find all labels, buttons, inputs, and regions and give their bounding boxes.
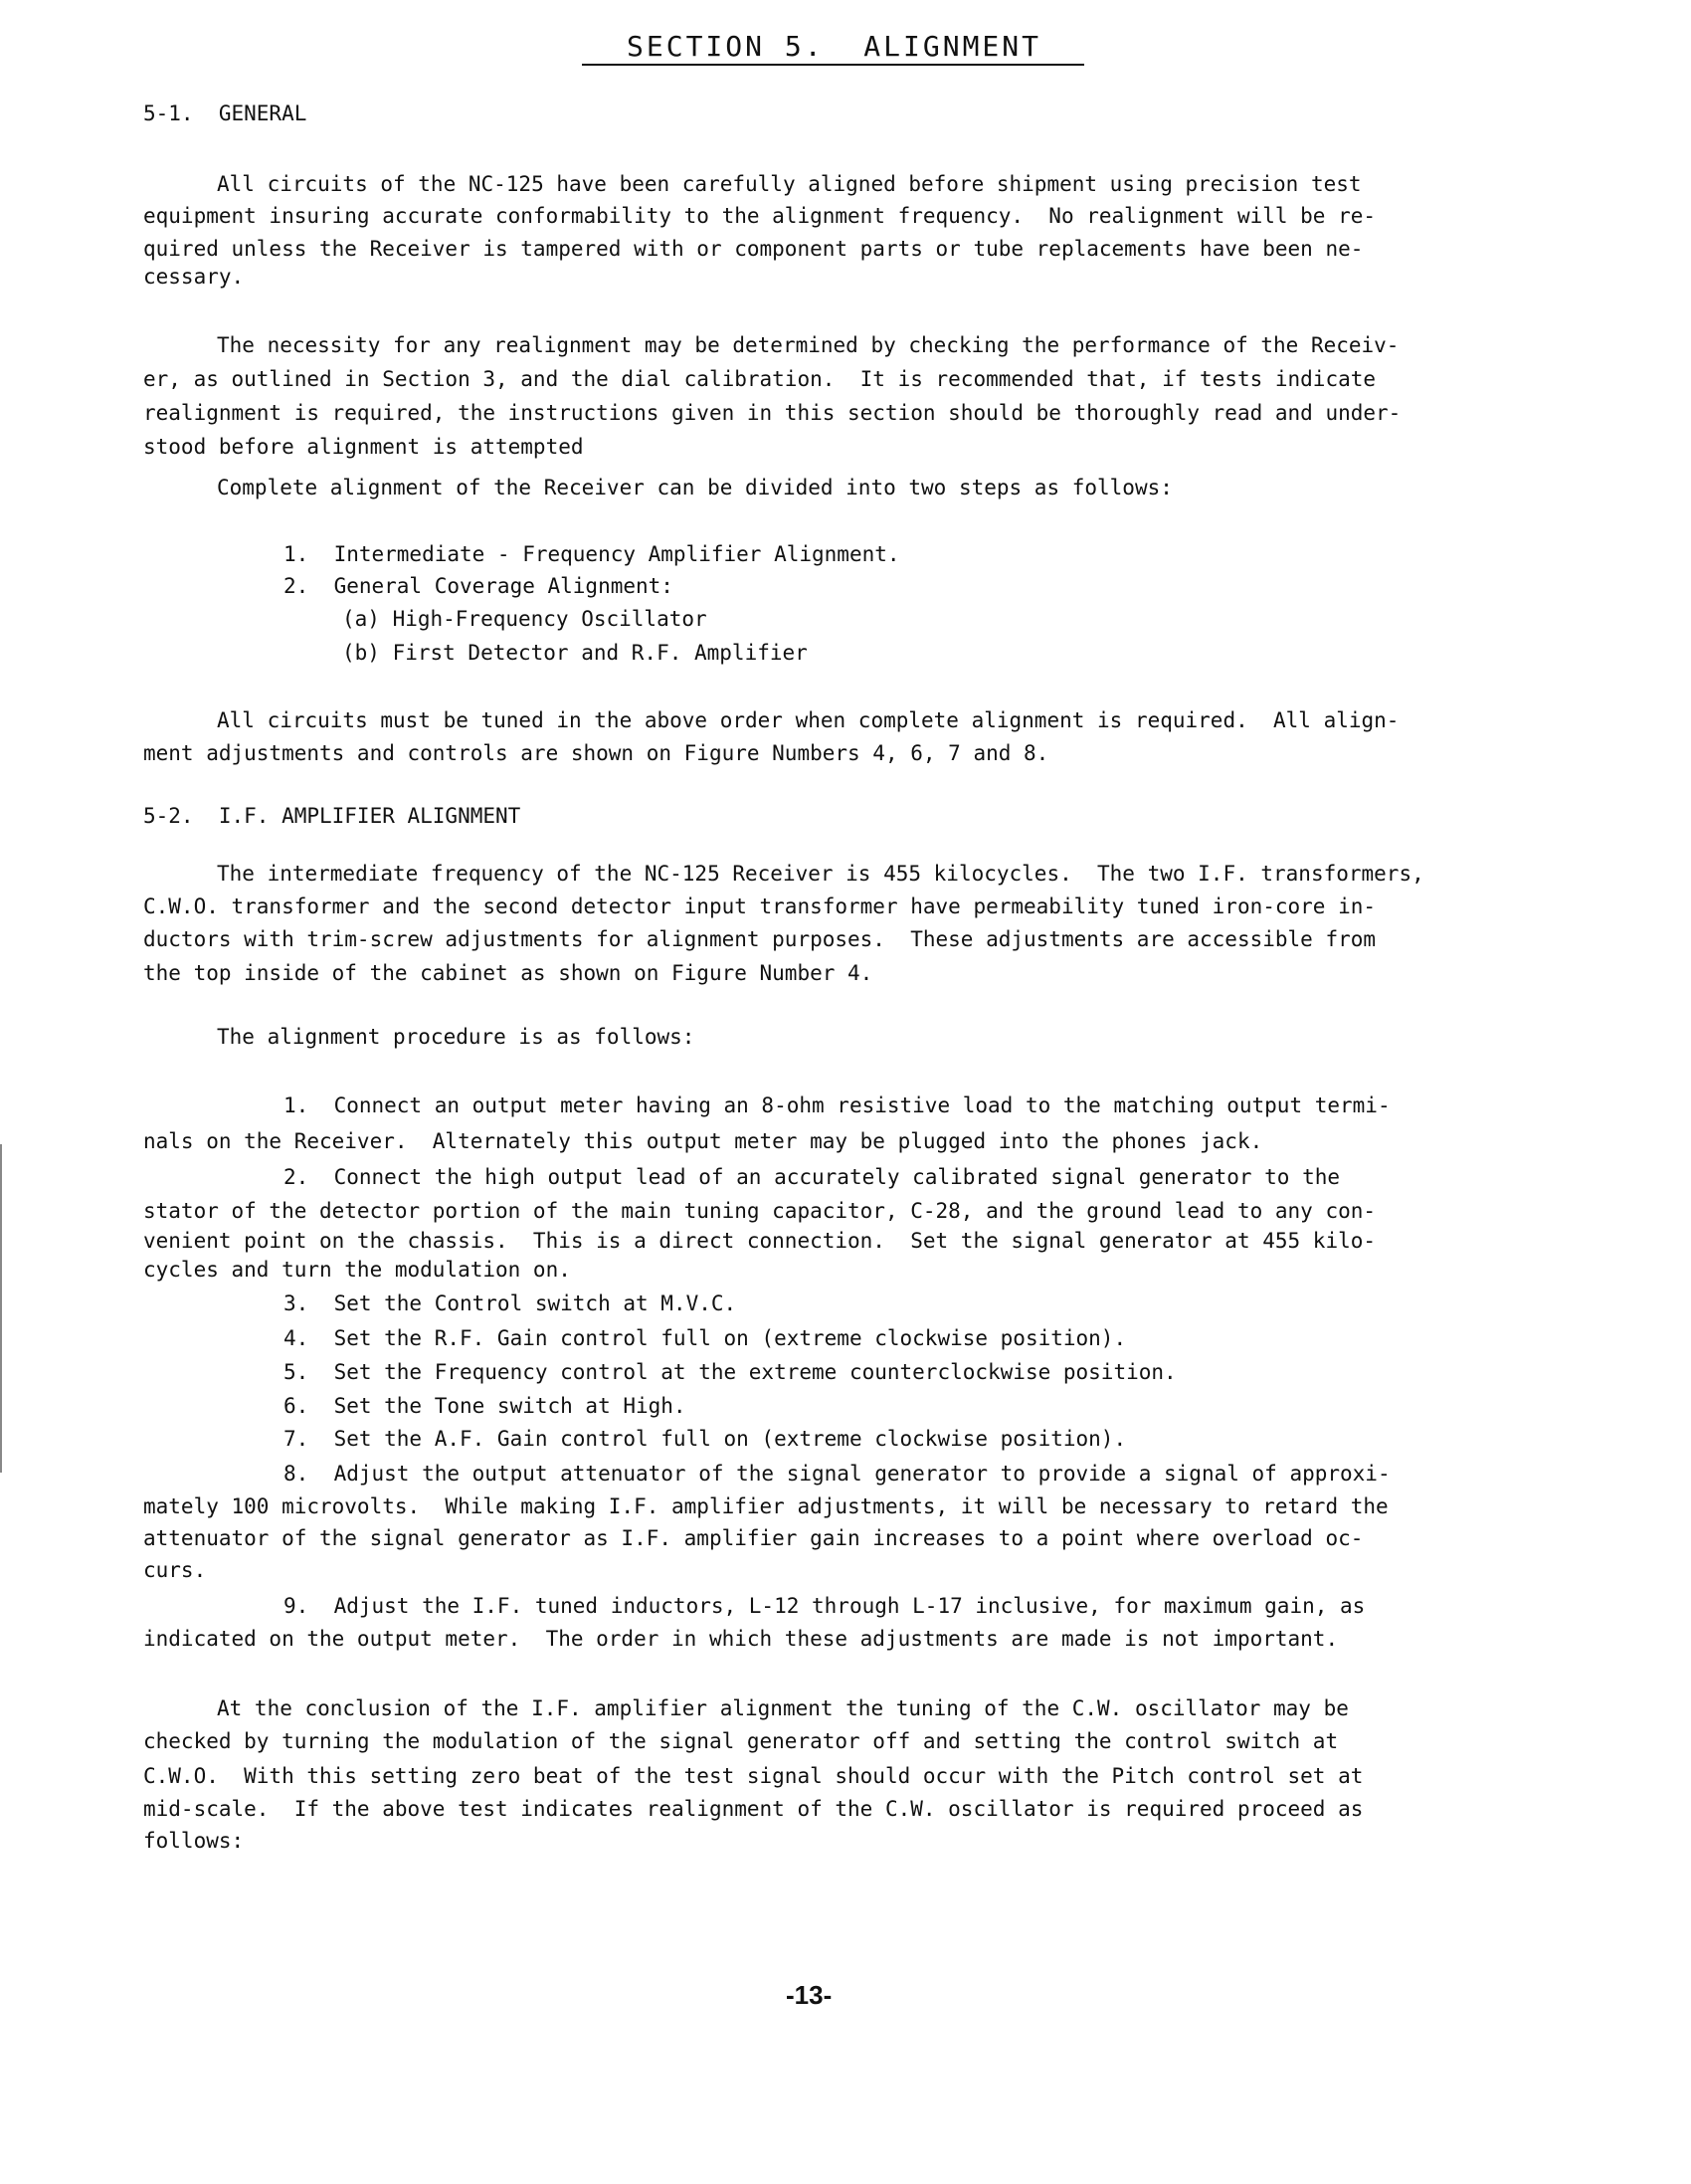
paragraph-line: The alignment procedure is as follows: — [217, 1025, 695, 1049]
paragraph-line: All circuits of the NC-125 have been carefully aligned before shipment using precision test — [217, 172, 1362, 196]
paragraph-line: the top inside of the cabinet as shown on Figure Number 4. — [143, 961, 873, 985]
paragraph-line: follows: — [143, 1829, 245, 1853]
list-item: (a) High-Frequency Oscillator — [342, 607, 707, 631]
paragraph-line: ductors with trim-screw adjustments for alignment purposes. These adjustments are accessible from — [143, 927, 1377, 951]
step-line: mately 100 microvolts. While making I.F. amplifier adjustments, it will be necessary to retard the — [143, 1494, 1389, 1518]
step-line: 5. Set the Frequency control at the extreme counterclockwise position. — [283, 1360, 1177, 1384]
paragraph-line: er, as outlined in Section 3, and the dial calibration. It is recommended that, if tests indicate — [143, 367, 1377, 391]
step-line: 9. Adjust the I.F. tuned inductors, L-12 through L-17 inclusive, for maximum gain, as — [283, 1594, 1366, 1618]
paragraph-line: C.W.O. transformer and the second detector input transformer have permeability tuned iron-core in- — [143, 894, 1377, 918]
paragraph-line: stood before alignment is attempted — [143, 435, 584, 459]
list-item: 1. Intermediate - Frequency Amplifier Alignment. — [283, 542, 900, 566]
step-line: 2. Connect the high output lead of an accurately calibrated signal generator to the — [283, 1165, 1341, 1189]
paragraph-line: checked by turning the modulation of the signal generator off and setting the control switch at — [143, 1729, 1339, 1753]
paragraph-line: All circuits must be tuned in the above order when complete alignment is required. All align- — [217, 708, 1400, 732]
scan-edge-line — [0, 1144, 2, 1473]
heading-general: 5-1. GENERAL — [143, 101, 307, 125]
paragraph-line: At the conclusion of the I.F. amplifier alignment the tuning of the C.W. oscillator may be — [217, 1696, 1349, 1720]
title-underline — [582, 64, 1084, 66]
paragraph-line: ment adjustments and controls are shown on Figure Numbers 4, 6, 7 and 8. — [143, 741, 1049, 765]
step-line: 7. Set the A.F. Gain control full on (extreme clockwise position). — [283, 1427, 1127, 1451]
step-line: 1. Connect an output meter having an 8-ohm resistive load to the matching output termi- — [283, 1093, 1391, 1117]
paragraph-line: equipment insuring accurate conformability to the alignment frequency. No realignment will be re- — [143, 204, 1377, 228]
list-item: (b) First Detector and R.F. Amplifier — [342, 641, 808, 665]
paragraph-line: mid-scale. If the above test indicates realignment of the C.W. oscillator is required proceed as — [143, 1797, 1364, 1821]
step-line: curs. — [143, 1558, 207, 1582]
step-line: stator of the detector portion of the main tuning capacitor, C-28, and the ground lead to any con- — [143, 1199, 1377, 1223]
paragraph-line: quired unless the Receiver is tampered with or component parts or tube replacements have been ne- — [143, 237, 1364, 261]
list-item: 2. General Coverage Alignment: — [283, 574, 673, 598]
page-number: -13- — [786, 1980, 833, 2010]
paragraph-line: The necessity for any realignment may be determined by checking the performance of the Receiv- — [217, 333, 1400, 357]
section-title: SECTION 5. ALIGNMENT — [627, 30, 1042, 63]
step-line: venient point on the chassis. This is a direct connection. Set the signal generator at 455 kilo- — [143, 1229, 1377, 1253]
step-line: indicated on the output meter. The order in which these adjustments are made is not important. — [143, 1627, 1339, 1651]
paragraph-line: realignment is required, the instructions given in this section should be thoroughly read and under- — [143, 401, 1402, 425]
paragraph-line: Complete alignment of the Receiver can be divided into two steps as follows: — [217, 476, 1173, 499]
heading-if-amplifier: 5-2. I.F. AMPLIFIER ALIGNMENT — [143, 804, 521, 828]
step-line: cycles and turn the modulation on. — [143, 1258, 571, 1282]
step-line: nals on the Receiver. Alternately this output meter may be plugged into the phones jack. — [143, 1129, 1263, 1153]
step-line: 4. Set the R.F. Gain control full on (extreme clockwise position). — [283, 1326, 1127, 1350]
paragraph-line: The intermediate frequency of the NC-125 Receiver is 455 kilocycles. The two I.F. transformers, — [217, 862, 1424, 886]
step-line: 3. Set the Control switch at M.V.C. — [283, 1291, 737, 1315]
paragraph-line: C.W.O. With this setting zero beat of the test signal should occur with the Pitch control set at — [143, 1764, 1364, 1788]
step-line: attenuator of the signal generator as I.F. amplifier gain increases to a point where overload oc- — [143, 1526, 1364, 1550]
step-line: 6. Set the Tone switch at High. — [283, 1394, 686, 1418]
paragraph-line: cessary. — [143, 265, 245, 289]
step-line: 8. Adjust the output attenuator of the signal generator to provide a signal of approxi- — [283, 1462, 1391, 1486]
